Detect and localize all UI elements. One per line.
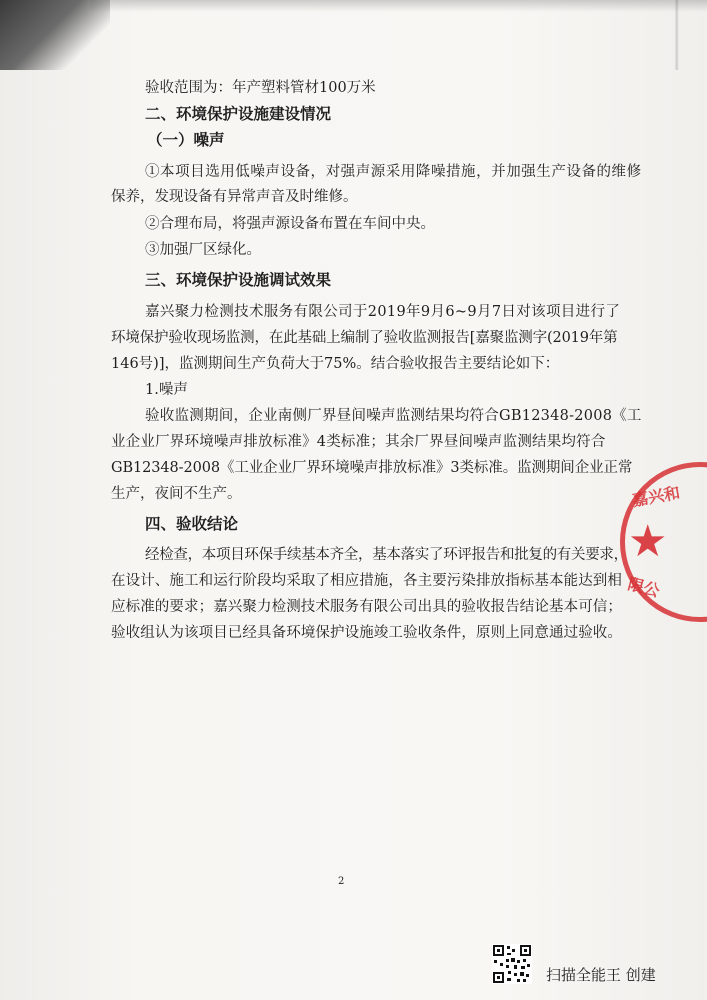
section-heading-3: 三、环境保护设施调试效果 xyxy=(145,270,332,289)
paragraph-line: 生产，夜间不生产。 xyxy=(111,486,242,502)
paragraph-line: ③加强厂区绿化。 xyxy=(145,242,261,258)
paper-fold xyxy=(675,0,679,70)
paragraph-line: 嘉兴聚力检测技术服务有限公司于2019年9月6~9月7日对该项目进行了 xyxy=(145,304,621,320)
paragraph-line: 环境保护验收现场监测，在此基础上编制了验收监测报告[嘉聚监测字(2019年第 xyxy=(111,330,618,346)
paragraph-line: GB12348-2008《工业企业厂界环境噪声排放标准》3类标准。监测期间企业正常 xyxy=(111,460,633,476)
qr-code-icon xyxy=(492,944,532,984)
subsection-noise: （一）噪声 xyxy=(147,130,225,149)
paragraph-line: 146号)]，监测期间生产负荷大于75%。结合验收报告主要结论如下： xyxy=(111,356,560,372)
section-heading-4: 四、验收结论 xyxy=(145,514,239,533)
paragraph-line: ②合理布局，将强声源设备布置在车间中央。 xyxy=(145,216,435,232)
paragraph-line: 业企业厂界环境噪声排放标准》4类标准；其余厂界昼间噪声监测结果均符合 xyxy=(111,434,606,450)
scan-shadow-top xyxy=(90,0,707,12)
seal-text-top: 嘉兴和 xyxy=(630,482,682,511)
paragraph-line: 在设计、施工和运行阶段均采取了相应措施，各主要污染排放指标基本能达到相 xyxy=(111,573,622,589)
scanner-watermark: 扫描全能王 创建 xyxy=(546,966,656,984)
paragraph-line: 经检查，本项目环保手续基本齐全，基本落实了环评报告和批复的有关要求， xyxy=(145,547,628,563)
item-noise: 1.噪声 xyxy=(145,382,188,398)
section-heading-2: 二、环境保护设施建设情况 xyxy=(145,104,332,123)
paragraph-line: 验收监测期间，企业南侧厂界昼间噪声监测结果均符合GB12348-2008《工 xyxy=(145,408,642,424)
paragraph-line: 验收组认为该项目已经具备环境保护设施竣工验收条件，原则上同意通过验收。 xyxy=(111,625,622,641)
paragraph-line: 应标准的要求；嘉兴聚力检测技术服务有限公司出具的验收报告结论基本可信； xyxy=(111,599,622,615)
page-number: 2 xyxy=(338,876,345,887)
seal-text-bottom: 限公 xyxy=(625,574,662,601)
paragraph-line: ①本项目选用低噪声设备，对强声源采用降噪措施，并加强生产设备的维修 xyxy=(145,164,642,180)
paragraph-line: 保养，发现设备有异常声音及时维修。 xyxy=(111,189,358,205)
scope-line: 验收范围为：年产塑料管材100万米 xyxy=(145,80,376,96)
seal-star-icon: ★ xyxy=(628,516,668,567)
